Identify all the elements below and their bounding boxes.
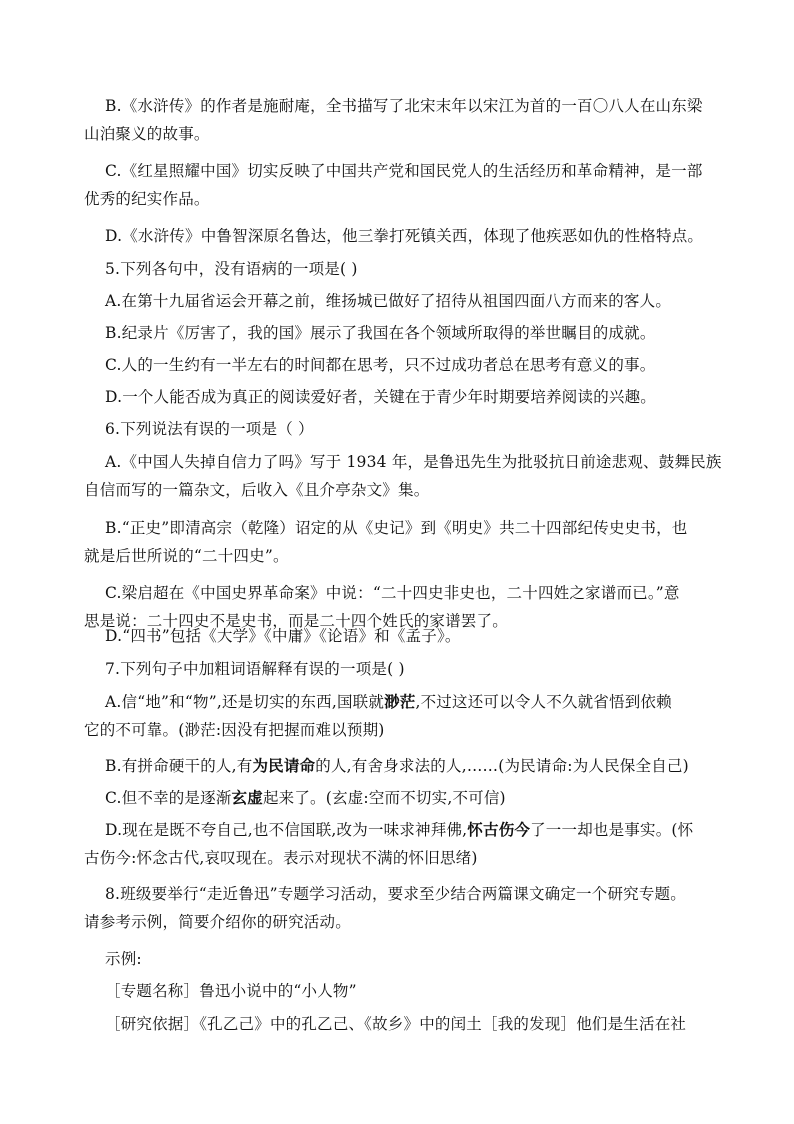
q4-option-c-line1: C.《红星照耀中国》切实反映了中国共产党和国民党人的生活经历和革命精神，是一部 xyxy=(105,162,703,180)
q8-topic xyxy=(105,977,730,1005)
q5-option-a-text: A.在第十九届省运会开幕之前，维扬城已做好了招待从祖国四面八方而来的客人。 xyxy=(105,292,672,310)
q7-option-a xyxy=(84,688,724,744)
q7-option-c xyxy=(105,784,730,812)
q5-option-a xyxy=(105,287,730,315)
q7-option-a-post: ,不过这还可以令人不久就省悟到依赖 xyxy=(415,693,672,711)
q6-option-d xyxy=(105,622,730,650)
q7-option-b-bold-term: 为民请命 xyxy=(252,757,316,775)
q7-option-b-pre: B.有拼命硬干的人,有 xyxy=(105,757,253,775)
q7-option-b-line xyxy=(105,752,730,780)
q4-option-b xyxy=(84,92,724,148)
q7-stem xyxy=(105,655,730,683)
q8-stem xyxy=(84,880,724,936)
q7-option-b xyxy=(105,752,730,780)
q6-option-b-line1: B.“正史”即清高宗（乾隆）诏定的从《史记》到《明史》共二十四部纪传史史书，也 xyxy=(105,519,688,537)
q5-option-d xyxy=(105,383,730,411)
q6-option-c-line1: C.梁启超在《中国史界革命案》中说：“二十四史非史也，二十四姓之家谱而已。”意 xyxy=(105,584,680,602)
q7-option-b-post: 的人,有舍身求法的人,……(为民请命:为人民保全自己) xyxy=(315,757,689,775)
q5-option-c-text: C.人的一生约有一半左右的时间都在思考，只不过成功者总在思考有意义的事。 xyxy=(105,356,656,374)
q6-option-a-line1: A.《中国人失掉自信力了吗》写于 1934 年，是鲁迅先生为批驳抗日前途悲观、鼓舞民族 xyxy=(105,453,722,471)
q8-example-label xyxy=(105,945,730,973)
q4-option-d xyxy=(105,222,730,250)
q7-option-d-pre: D.现在是既不夸自己,也不信国联,改为一味求神拜佛, xyxy=(105,821,468,839)
q7-stem-text: 7.下列句子中加粗词语解释有误的一项是( ) xyxy=(105,660,405,678)
q5-stem-text: 5.下列各句中，没有语病的一项是( ) xyxy=(105,260,358,278)
q7-option-c-line xyxy=(105,784,730,812)
q6-option-b-line2: 就是后世所说的“二十四史”。 xyxy=(84,547,289,565)
q6-option-a xyxy=(84,448,724,504)
q8-stem-line1: 8.班级要举行“走近鲁迅”专题学习活动，要求至少结合两篇课文确定一个研究专题。 xyxy=(105,885,686,903)
q6-option-b xyxy=(84,514,724,570)
q8-basis-text: ［研究依据］《孔乙己》中的孔乙己、《故乡》中的闰土［我的发现］他们是生活在社 xyxy=(105,1015,687,1033)
q4-option-b-line1: B.《水浒传》的作者是施耐庵，全书描写了北宋末年以宋江为首的一百〇八人在山东梁 xyxy=(105,97,703,115)
q8-example-label-text: 示例: xyxy=(105,950,142,968)
q6-option-c-line2: 思是说：二十四史不是史书，而是二十四个姓氏的家谱罢了。 xyxy=(84,612,508,630)
q6-option-d-text: D.“四书”包括《大学》《中庸》《论语》和《孟子》。 xyxy=(105,627,461,645)
q4-option-c-line2: 优秀的纪实作品。 xyxy=(84,190,210,208)
q6-stem xyxy=(105,415,730,443)
q8-basis xyxy=(105,1010,730,1038)
q6-stem-text: 6.下列说法有误的一项是（ ） xyxy=(105,420,314,438)
q7-option-a-line1 xyxy=(84,688,724,716)
q8-stem-line2: 请参考示例，简要介绍你的研究活动。 xyxy=(84,913,351,931)
q5-option-d-text: D.一个人能否成为真正的阅读爱好者，关键在于青少年时期要培养阅读的兴趣。 xyxy=(105,388,657,406)
q7-option-d-line1 xyxy=(84,816,724,844)
q4-option-c xyxy=(84,157,724,213)
q7-option-a-pre: A.信“地”和“物”,还是切实的东西,国联就 xyxy=(105,693,385,711)
q7-option-a-line2: 它的不可靠。(渺茫:因没有把握而难以预期) xyxy=(84,721,385,739)
q5-option-b xyxy=(105,319,730,347)
q4-option-b-line2: 山泊聚义的故事。 xyxy=(84,125,210,143)
q7-option-d xyxy=(84,816,724,872)
q7-option-d-line2: 古伤今:怀念古代,哀叹现在。表示对现状不满的怀旧思绪) xyxy=(84,849,478,867)
q6-option-a-line2: 自信而写的一篇杂文，后收入《且介亭杂文》集。 xyxy=(84,481,430,499)
q5-option-c xyxy=(105,351,730,379)
q7-option-d-bold-term: 怀古伤今 xyxy=(467,821,531,839)
q7-option-c-pre: C.但不幸的是逐渐 xyxy=(105,789,232,807)
q7-option-d-post: 了一一却也是事实。(怀 xyxy=(530,821,694,839)
q4-option-d-text: D.《水浒传》中鲁智深原名鲁达，他三拳打死镇关西，体现了他疾恶如仇的性格特点。 xyxy=(105,227,704,245)
q8-topic-text: ［专题名称］鲁迅小说中的“小人物” xyxy=(105,982,357,1000)
q7-option-c-bold-term: 玄虚 xyxy=(231,789,263,807)
q7-option-c-post: 起来了。(玄虚:空而不切实,不可信) xyxy=(262,789,506,807)
q7-option-a-bold-term: 渺茫 xyxy=(384,693,416,711)
q5-stem xyxy=(105,255,730,283)
q5-option-b-text: B.纪录片《厉害了，我的国》展示了我国在各个领域所取得的举世瞩目的成就。 xyxy=(105,324,656,342)
